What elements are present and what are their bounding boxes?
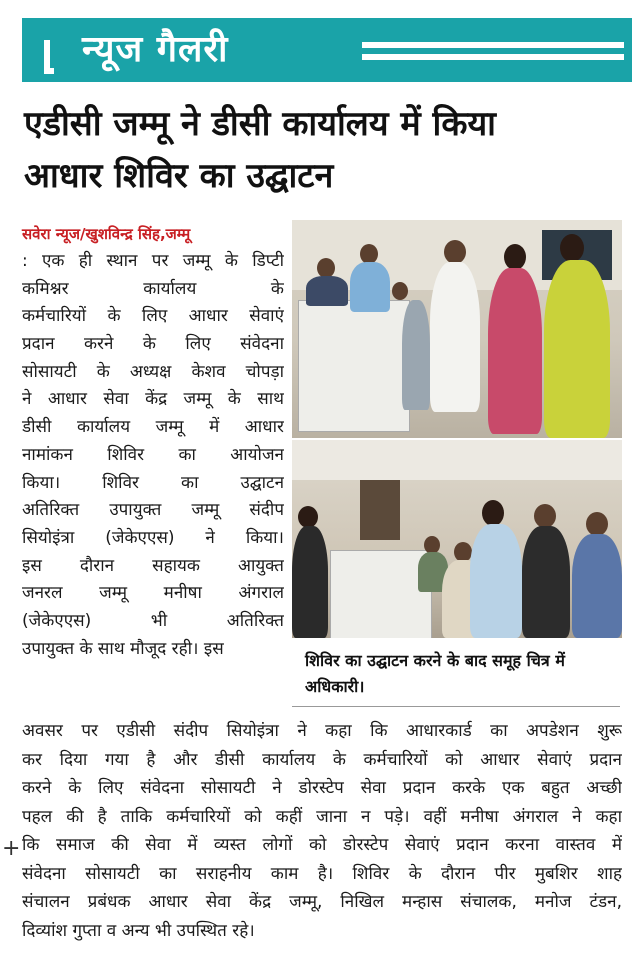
body-line: डीसी कार्यालय जम्मू में आधार: [22, 417, 284, 438]
news-photo-top: [292, 220, 622, 438]
body-line: ने आधार सेवा केंद्र जम्मू के साथ: [22, 389, 284, 410]
body-line: सोसायटी के अध्यक्ष केशव चोपड़ा: [22, 361, 284, 382]
section-banner: [22, 18, 632, 82]
body-line: दिव्यांश गुप्ता व अन्य भी उपस्थित रहे।: [22, 920, 255, 941]
article-body-left-column: [22, 248, 284, 663]
body-line: संचालन प्रबंधक आधार सेवा केंद्र जम्मू, निखिल मन्हास संचालक, मनोज टंडन,: [22, 892, 622, 912]
section-title: न्यूज गैलरी: [82, 29, 229, 70]
headline-line-1: एडीसी जम्मू ने डीसी कार्यालय में किया: [24, 104, 496, 144]
body-line: प्रदान करने के लिए संवेदना: [22, 334, 284, 355]
body-line: उपायुक्त के साथ मौजूद रही। इस: [22, 638, 224, 659]
margin-crop-mark: +: [2, 836, 21, 861]
body-line: इस दौरान सहायक आयुक्त: [22, 555, 284, 576]
body-line: कर्मचारियों के लिए आधार सेवाएं: [22, 306, 284, 327]
banner-rule: [362, 42, 624, 48]
news-photo-bottom: [292, 440, 622, 638]
body-line: : एक ही स्थान पर जम्मू के डिप्टी: [22, 251, 284, 271]
banner-corner-mark: [44, 40, 54, 74]
article-headline: [24, 98, 624, 202]
body-line: किया। शिविर का उद्घाटन: [22, 472, 284, 493]
body-line: अवसर पर एडीसी संदीप सियोइंत्रा ने कहा कि आधारकार्ड का अपडेशन शुरू: [22, 721, 622, 741]
body-line: (जेकेएएस) भी अतिरिक्त: [22, 610, 284, 631]
body-line: नामांकन शिविर का आयोजन: [22, 444, 284, 465]
body-line: अतिरिक्त उपायुक्त जम्मू संदीप: [22, 500, 284, 521]
caption-divider: [292, 706, 620, 707]
headline-line-2: आधार शिविर का उद्घाटन: [24, 156, 334, 196]
body-line: पहल की है ताकि कर्मचारियों को कहीं जाना न पड़े। वहीं मनीषा अंगराल ने कहा: [22, 806, 622, 827]
body-line: जनरल जम्मू मनीषा अंगराल: [22, 583, 284, 604]
body-line: कि समाज की सेवा में व्यस्त लोगों को डोरस्टेप सेवाएं प्रदान करना वास्तव में: [22, 835, 622, 855]
banner-rule: [362, 54, 624, 60]
body-line: कर दिया गया है और डीसी कार्यालय के कर्मचारियों को आधार सेवाएं प्रदान: [22, 749, 622, 770]
body-line: सियोइंत्रा (जेकेएएस) ने किया।: [22, 527, 284, 548]
article-body-full-width: [22, 717, 622, 945]
byline: सवेरा न्यूज/खुशविन्द्र सिंह,जम्मू: [22, 225, 191, 243]
body-line: संवेदना सोसायटी का सराहनीय काम है। शिविर के दौरान पीर मुबशिर शाह: [22, 863, 622, 884]
photo-caption: शिविर का उद्घाटन करने के बाद समूह चित्र में अधिकारी।: [305, 651, 565, 696]
body-line: कमिश्नर कार्यालय के: [22, 278, 284, 299]
body-line: करने के लिए संवेदना सोसायटी ने डोरस्टेप सेवा प्रदान करके एक बहुत अच्छी: [22, 778, 622, 798]
